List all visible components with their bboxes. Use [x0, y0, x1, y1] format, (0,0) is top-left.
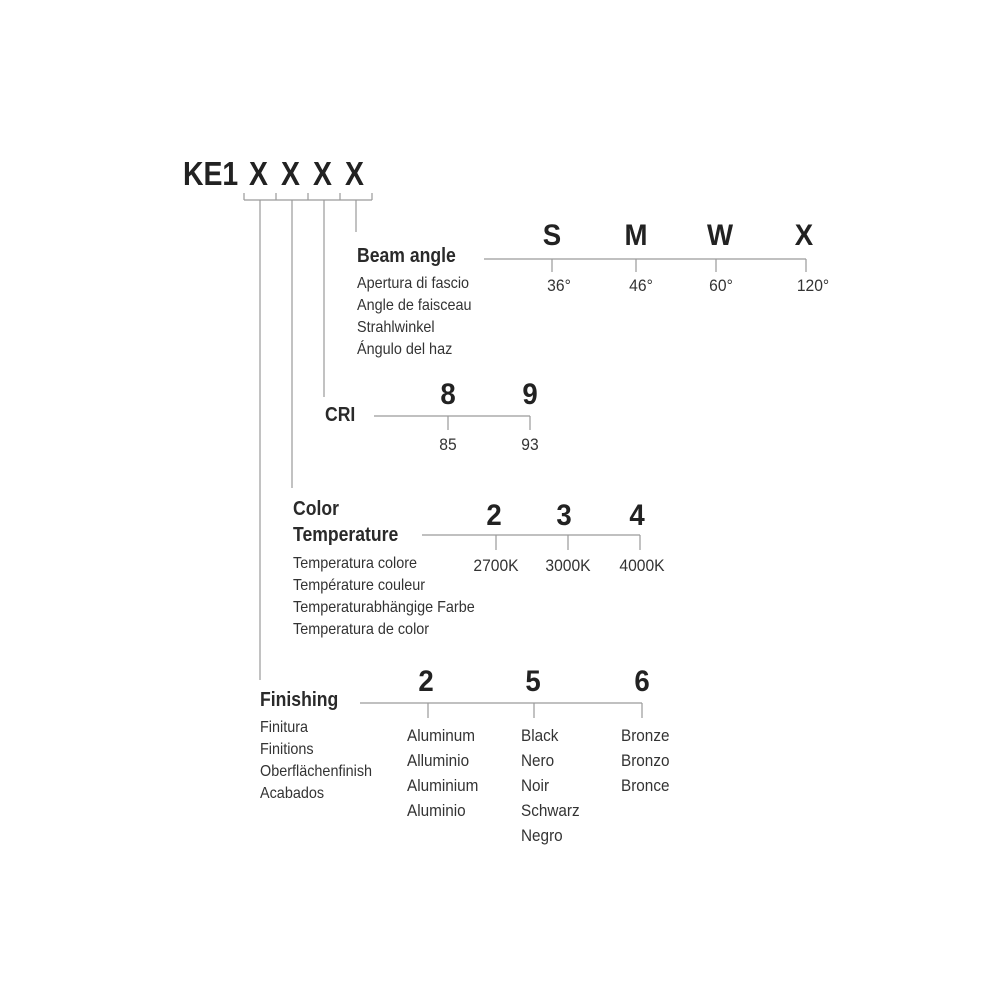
code-slot-color: X [281, 155, 300, 192]
code-prefix: KE1 [183, 155, 239, 192]
color-value: 3000K [545, 556, 591, 575]
beam-translations [357, 273, 471, 361]
finish-name: Aluminium [407, 776, 479, 795]
code-slot-beam: X [345, 155, 364, 192]
finish-name: Nero [521, 751, 555, 770]
color-title-line2: Temperature [293, 524, 399, 546]
finish-aluminum-names [407, 723, 478, 823]
finish-name: Bronce [621, 776, 670, 795]
translation-fr: Angle de faisceau [357, 297, 472, 314]
beam-value: 120° [796, 276, 830, 295]
beam-title: Beam angle [357, 245, 456, 267]
beam-value: 36° [547, 276, 571, 295]
translation-de: Temperaturabhängige Farbe [293, 599, 475, 616]
cri-value: 93 [521, 435, 539, 454]
finish-black-names [521, 723, 580, 848]
color-translations [293, 553, 475, 641]
color-code-3: 3 [556, 499, 572, 532]
translation-fr: Température couleur [293, 577, 426, 594]
finish-name: Schwarz [521, 801, 580, 820]
translation-es: Acabados [260, 785, 325, 802]
translation-de: Oberflächenfinish [260, 763, 373, 780]
finishing-code-6: 6 [634, 665, 650, 698]
beam-code-x: X [794, 219, 814, 252]
beam-value: 46° [629, 276, 653, 295]
translation-it: Apertura di fascio [357, 275, 470, 292]
translation-it: Temperatura colore [293, 555, 418, 572]
cri-title: CRI [325, 404, 356, 426]
beam-code-m: M [624, 219, 648, 252]
finish-name: Aluminum [407, 726, 476, 745]
finishing-code-5: 5 [525, 665, 541, 698]
finish-name: Noir [521, 776, 550, 795]
cri-code-9: 9 [522, 378, 538, 411]
translation-es: Temperatura de color [293, 621, 430, 638]
finish-name: Bronzo [621, 751, 670, 770]
finishing-title: Finishing [260, 689, 339, 711]
finish-name: Bronze [621, 726, 670, 745]
finish-name: Negro [521, 826, 563, 845]
code-slot-finishing: X [249, 155, 268, 192]
color-code-2: 2 [486, 499, 502, 532]
finish-name: Black [521, 726, 559, 745]
color-title-line1: Color [293, 498, 339, 520]
beam-code-w: W [706, 219, 734, 252]
finishing-code-2: 2 [418, 665, 434, 698]
color-title [293, 496, 398, 548]
beam-value: 60° [709, 276, 733, 295]
cri-code-8: 8 [440, 378, 456, 411]
translation-de: Strahlwinkel [357, 319, 435, 336]
finish-bronze-names [621, 723, 669, 798]
translation-it: Finitura [260, 719, 309, 736]
finishing-translations [260, 717, 372, 805]
color-code-4: 4 [629, 499, 645, 532]
translation-es: Ángulo del haz [357, 341, 453, 358]
finish-name: Alluminio [407, 751, 470, 770]
cri-value: 85 [439, 435, 457, 454]
color-value: 4000K [619, 556, 665, 575]
code-slot-cri: X [313, 155, 332, 192]
finish-name: Aluminio [407, 801, 466, 820]
color-value: 2700K [473, 556, 519, 575]
translation-fr: Finitions [260, 741, 314, 758]
beam-code-s: S [542, 219, 562, 252]
